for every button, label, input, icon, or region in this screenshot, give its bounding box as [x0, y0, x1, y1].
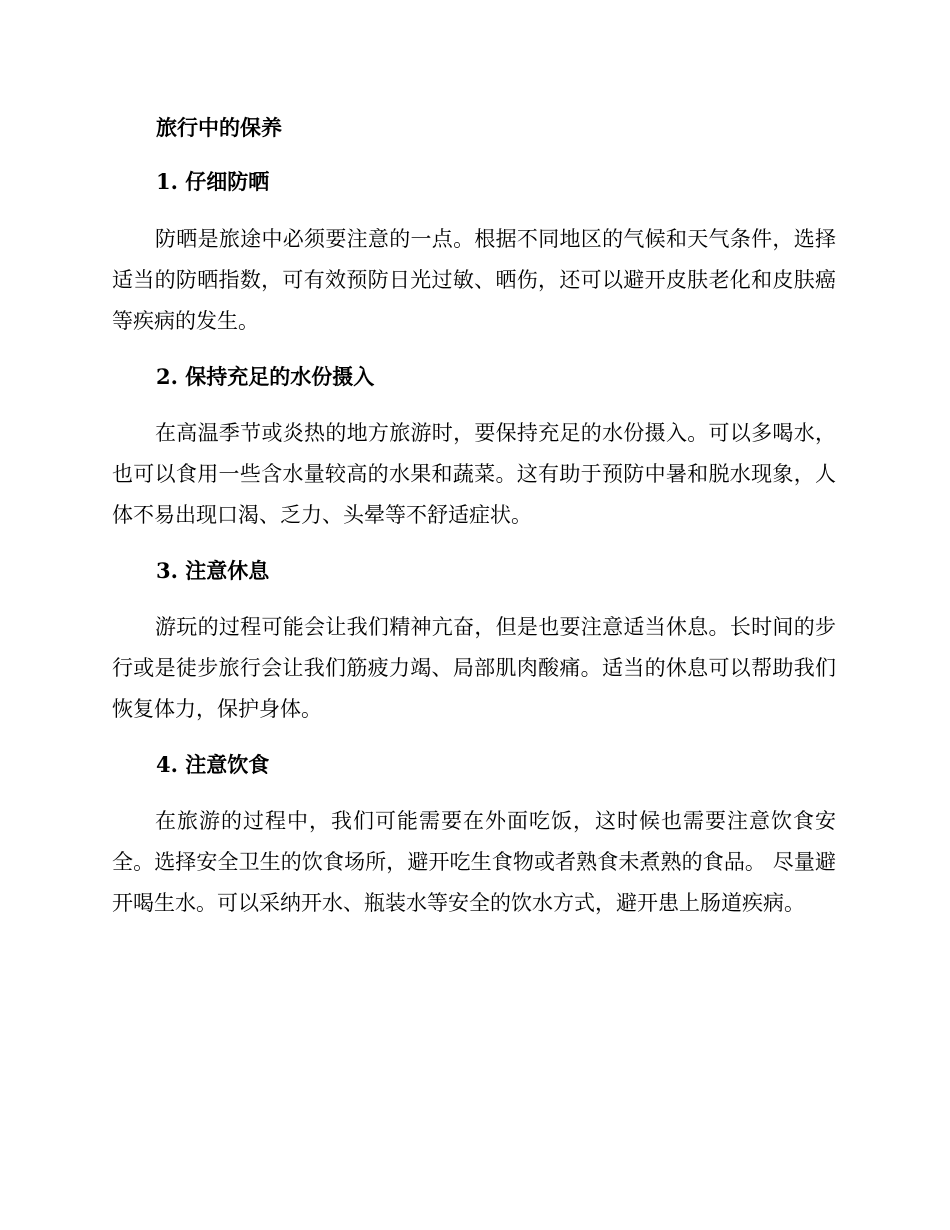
section-body-rest: 游玩的过程可能会让我们精神亢奋，但是也要注意适当休息。长时间的步行或是徒步旅行会让我们筋疲力竭、局部肌肉酸痛。适当的休息可以帮助我们恢复体力，保护身体。 — [112, 615, 836, 721]
section-heading-hydration: 2. 保持充足的水份摄入 — [156, 364, 375, 389]
section-heading-sun-protection: 1. 仔细防晒 — [156, 169, 270, 194]
section-heading-rest: 3. 注意休息 — [156, 558, 270, 583]
document-title: 旅行中的保养 — [156, 115, 282, 140]
section-body-diet: 在旅游的过程中，我们可能需要在外面吃饭，这时候也需要注意饮食安全。选择安全卫生的饮食场所，避开吃生食物或者熟食未煮熟的食品。 尽量避开喝生水。可以采纳开水、瓶装水等安全的饮水方式，避开患上肠道疾病。 — [112, 809, 836, 915]
section-body-sun-protection: 防晒是旅途中必须要注意的一点。根据不同地区的气候和天气条件，选择适当的防晒指数，可有效预防日光过敏、晒伤，还可以避开皮肤老化和皮肤癌等疾病的发生。 — [112, 227, 836, 333]
section-heading-diet: 4. 注意饮食 — [156, 752, 270, 777]
section-body-hydration: 在高温季节或炎热的地方旅游时，要保持充足的水份摄入。可以多喝水，也可以食用一些含水量较高的水果和蔬菜。这有助于预防中暑和脱水现象，人体不易出现口渴、乏力、头晕等不舒适症状。 — [112, 421, 836, 527]
